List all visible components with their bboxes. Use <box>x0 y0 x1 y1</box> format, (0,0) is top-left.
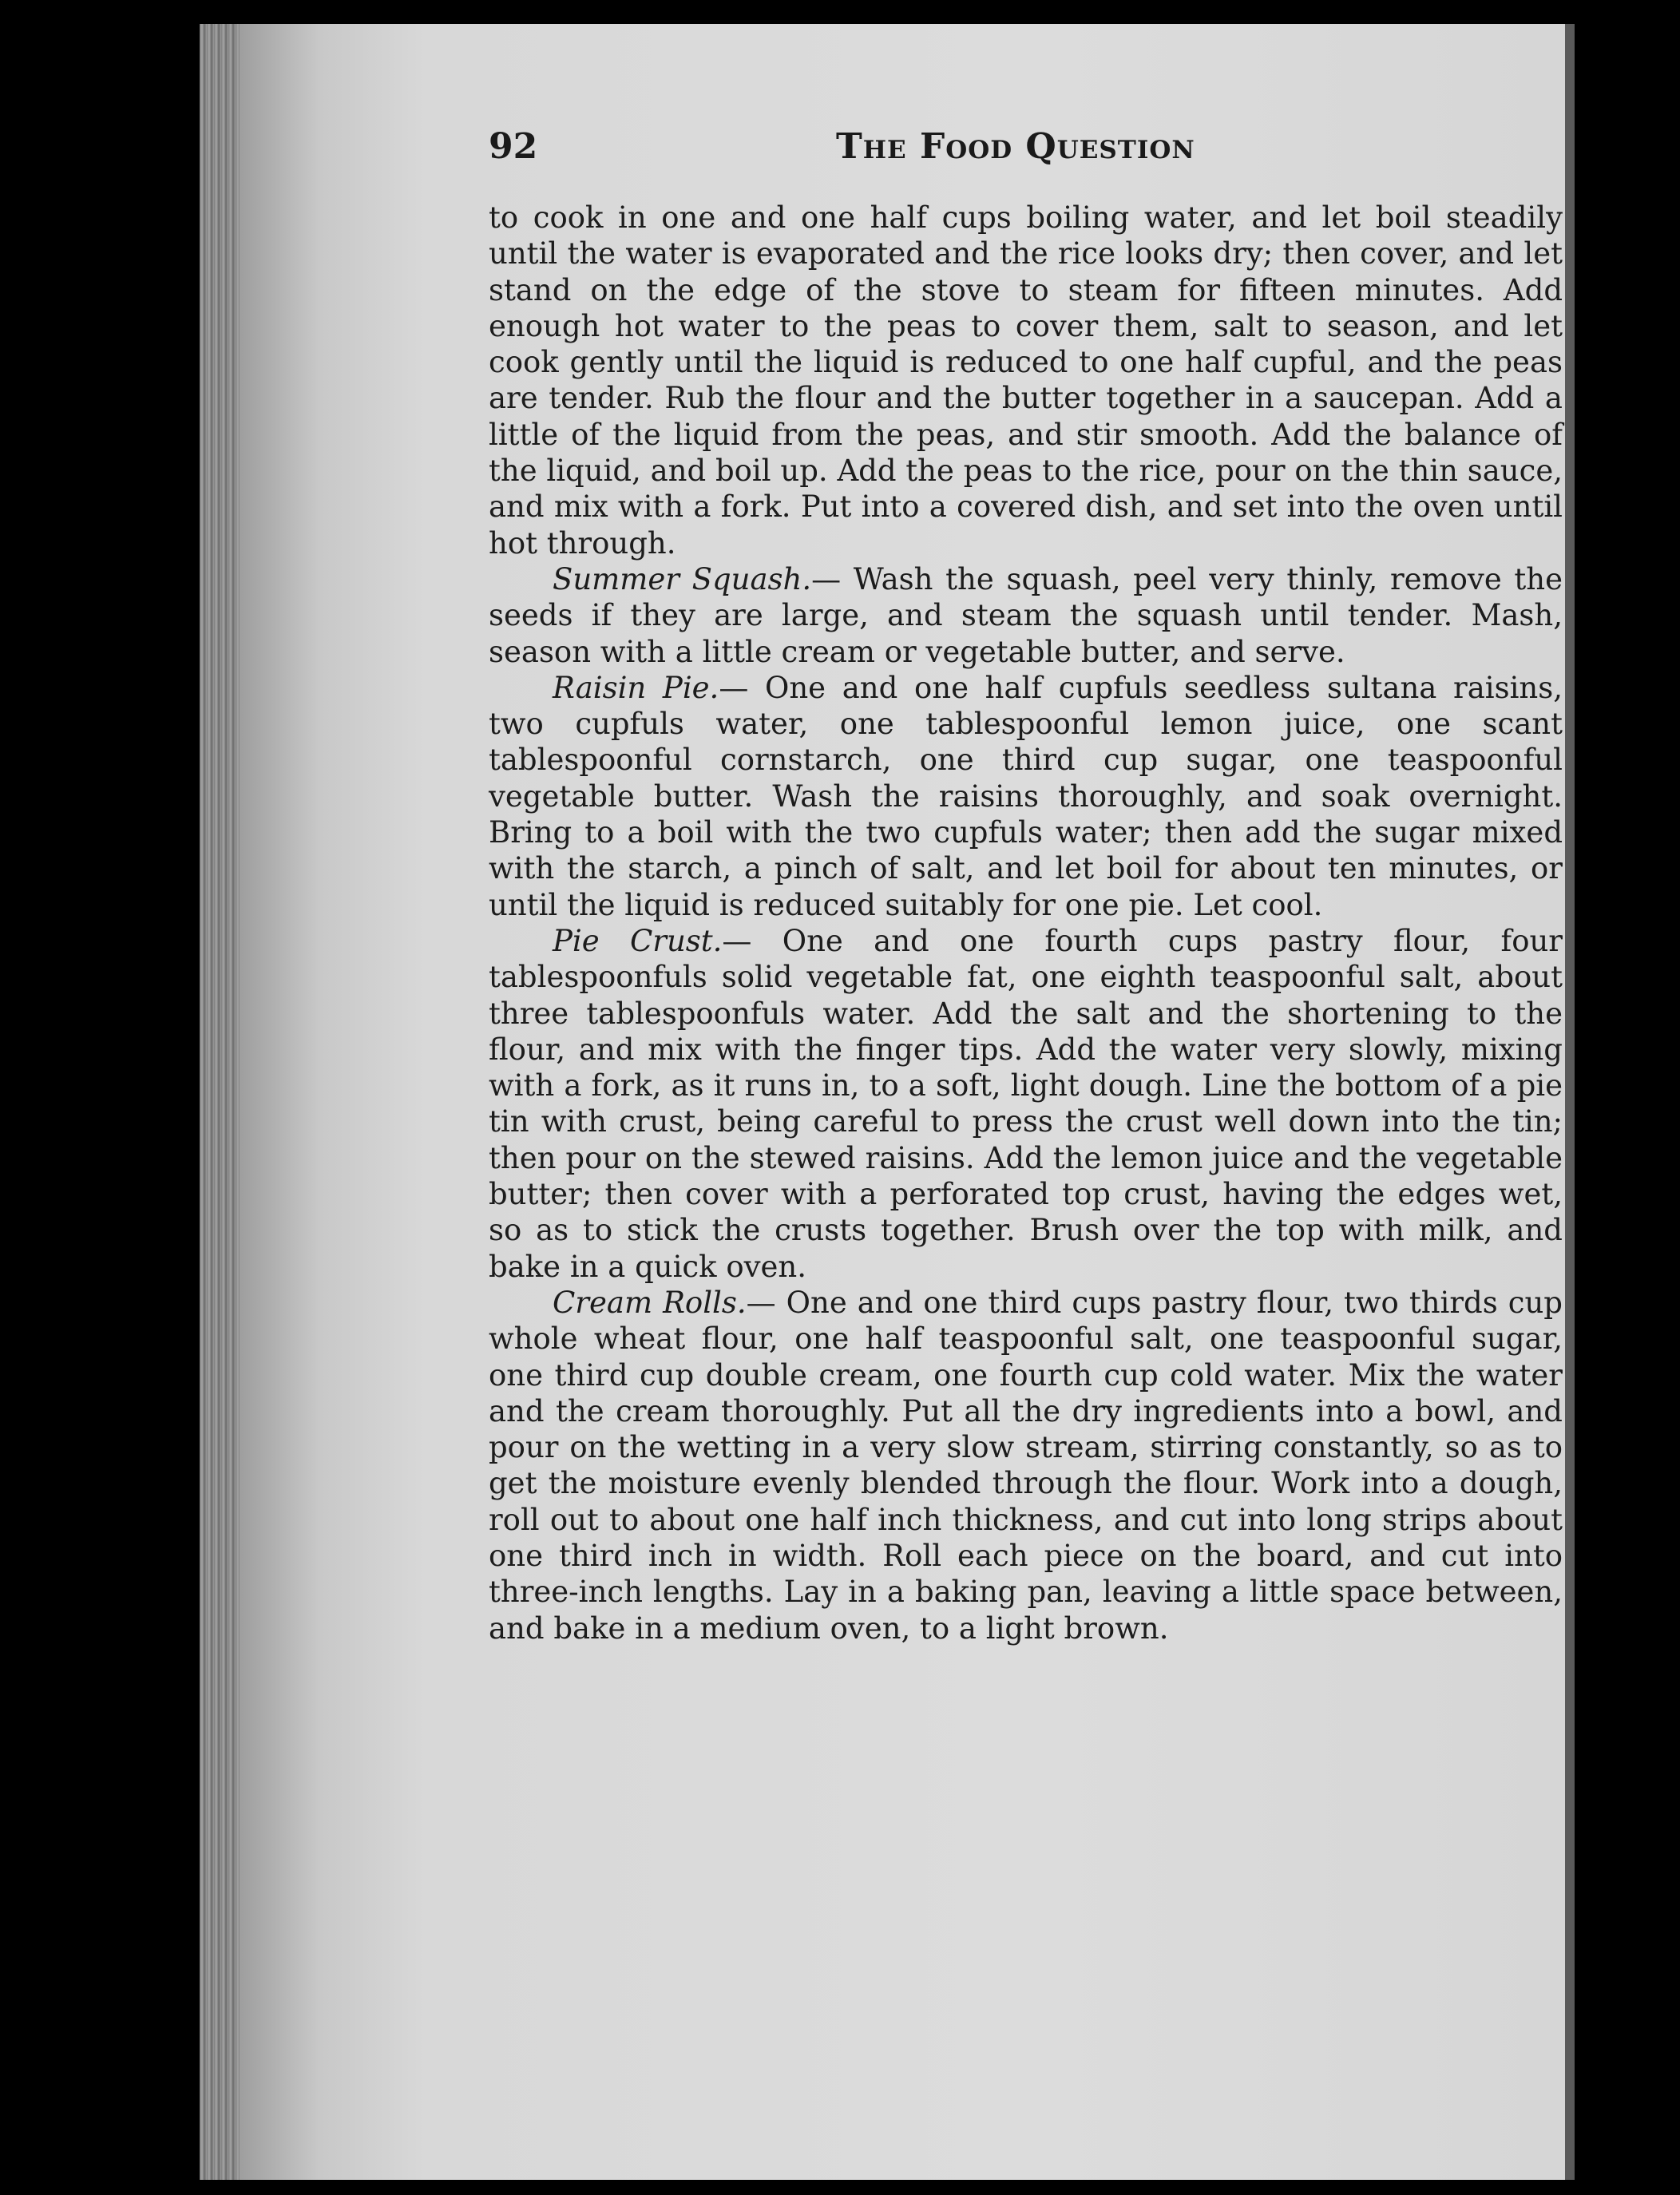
recipe-cream-rolls <box>489 1285 1563 1646</box>
page-header <box>489 126 1527 174</box>
recipe-title: Pie Crust. <box>553 923 723 958</box>
recipe-text: — One and one fourth cups pastry flour, four tablespoonfuls solid vegetable fat, one eighth teaspoonful salt, about three tablespoonfuls water. Add the salt and the shortening to the flour, and mix with the finger tips. Add the water very slowly, mixing with a fork, as it runs in, to a soft, light dough. Line the bottom of a pie tin with crust, being careful to press the crust well down into the tin; then pour on the stewed raisins. Add the lemon juice and the vegetable butter; then cover with a perforated top crust, having the edges wet, so as to stick the crusts together. Brush over the top with milk, and bake in a quick oven. <box>489 923 1563 1284</box>
page-number: 92 <box>489 126 538 167</box>
recipe-title: Raisin Pie. <box>553 670 719 705</box>
page-right-edge <box>1565 24 1575 2180</box>
recipe-summer-squash <box>489 561 1563 670</box>
paragraph-text: to cook in one and one half cups boiling water, and let boil steadily until the water is evaporated and the rice looks dry; then cover, and let stand on the edge of the stove to steam for fifteen minutes. Add enough hot water to the peas to cover them, salt to season, and let cook gently until the liquid is reduced to one half cupful, and the peas are tender. Rub the flour and the butter together in a saucepan. Add a little of the liquid from the peas, and stir smooth. Add the balance of the liquid, and boil up. Add the peas to the rice, pour on the thin sauce, and mix with a fork. Put into a covered dish, and set into the oven until hot through. <box>489 200 1563 561</box>
recipe-raisin-pie <box>489 670 1563 923</box>
body-text <box>489 200 1563 1646</box>
recipe-title: Summer Squash. <box>553 561 812 596</box>
recipe-pie-crust <box>489 923 1563 1285</box>
recipe-text: — One and one half cupfuls seedless sultana raisins, two cupfuls water, one tablespoonful lemon juice, one scant tablespoonful cornstarch, one third cup sugar, one teaspoonful vegetable butter. Wash the raisins thoroughly, and soak overnight. Bring to a boil with the two cupfuls water; then add the sugar mixed with the starch, a pinch of salt, and let boil for about ten minutes, or until the liquid is reduced suitably for one pie. Let cool. <box>489 670 1563 922</box>
recipe-text: — One and one third cups pastry flour, two thirds cup whole wheat flour, one half teaspoonful salt, one teaspoonful sugar, one third cup double cream, one fourth cup cold water. Mix the water and the cream thoroughly. Put all the dry ingredients into a bowl, and pour on the wetting in a very slow stream, stirring constantly, so as to get the moisture evenly blended through the flour. Work into a dough, roll out to about one half inch thickness, and cut into long strips about one third inch in width. Roll each piece on the board, and cut into three-inch lengths. Lay in a baking pan, leaving a little space between, and bake in a medium oven, to a light brown. <box>489 1285 1563 1646</box>
paragraph-continuation <box>489 200 1563 561</box>
running-title: The Food Question <box>836 126 1195 167</box>
recipe-title: Cream Rolls. <box>553 1285 747 1320</box>
recipe-text: — Wash the squash, peel very thinly, remove the seeds if they are large, and steam the squash until tender. Mash, season with a little cream or vegetable butter, and serve. <box>489 561 1563 669</box>
